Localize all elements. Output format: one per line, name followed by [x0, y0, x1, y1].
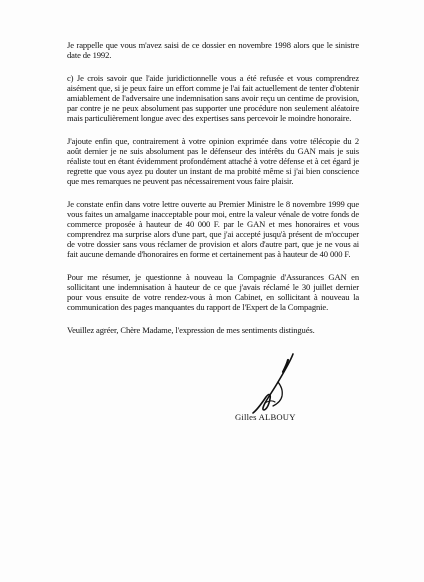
signer-name: Gilles ALBOUY: [235, 412, 296, 422]
letter-paragraph: Pour me résumer, je questionne à nouveau la Compagnie d'Assurances GAN en sollicitant une indemnisation à hauteur de ce que j'avais réclamé le 30 juillet dernier pour vous ensuite de votre rendez-vous à mon Cabinet, en sollicitant à nouveau la communication des pages manquantes du rapport de l'Expert de la Compagnie.: [67, 271, 359, 312]
closing-formula: Veuillez agréer, Chère Madame, l'expression de mes sentiments distingués.: [67, 324, 315, 335]
letter-paragraph: J'ajoute enfin que, contrairement à votre opinion exprimée dans votre télécopie du 2 août dernier je ne suis absolument pas le défenseur des intérêts du GAN mais je suis réaliste tout en étant évidemment profondément attaché à votre défense et à cet égard je regrette que vous ayez pu douter un instant de ma probité même si j'ai bien conscience que mes remarques ne peuvent pas nécessairement vous faire plaisir.: [67, 135, 359, 187]
handwritten-signature: [238, 352, 308, 417]
letter-paragraph: c) Je crois savoir que l'aide juridictionnelle vous a été refusée et vous comprendrez aisément que, si je peux faire un effort comme je l'ai fait actuellement de tenter d'obtenir amiablement de l'adversaire une indemnisation sans avoir reçu un centime de provision, par contre je ne peux absolument pas supporter une procédure non seulement aléatoire mais particulièrement longue avec des expertises sans percevoir le moindre honoraire.: [67, 72, 359, 124]
letter-body: [67, 40, 359, 347]
letter-paragraph: Je rappelle que vous m'avez saisi de ce dossier en novembre 1998 alors que le sinistre date de 1992.: [67, 40, 359, 61]
letter-paragraph: Je constate enfin dans votre lettre ouverte au Premier Ministre le 8 novembre 1999 que vous faites un amalgame inacceptable pour moi, entre la valeur vénale de votre fonds de commerce proposée à hauteur de 40 000 F. par le GAN et mes honoraires et vous comprendrez ma surprise alors d'une part, que j'ai accepté jusqu'à présent de m'occuper de votre dossier sans vous réclamer de provision et alors d'autre part, que je ne vous ai fait aucune demande d'honoraires en forme et certainement pas à hauteur de 40 000 F.: [67, 198, 359, 260]
